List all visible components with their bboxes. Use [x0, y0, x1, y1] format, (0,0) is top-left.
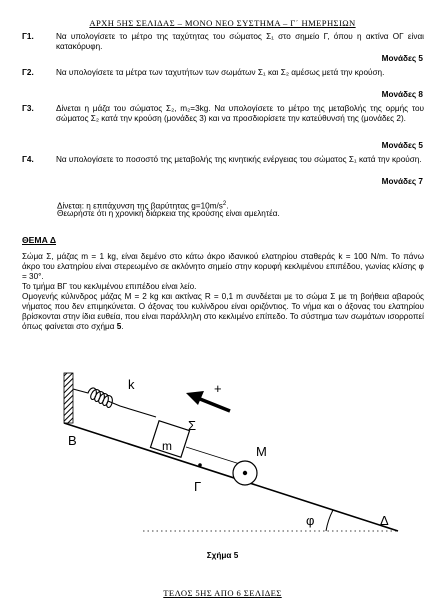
- fixed-support: [64, 373, 73, 423]
- question-marks: Μονάδες 5: [381, 141, 423, 150]
- question-marks: Μονάδες 7: [381, 177, 423, 186]
- question-text: Να υπολογίσετε το ποσοστό της μεταβολής της κινητικής ενέργειας του σώματος Σ₁ κατά την κρούση.: [56, 155, 422, 164]
- question-g3: [22, 104, 424, 124]
- page-header-text: ΑΡΧΗ 5ΗΣ ΣΕΛΙΔΑΣ – ΜΟΝΟ ΝΕΟ ΣΥΣΤΗΜΑ – Γ΄ ΗΜΕΡΗΣΙΩΝ: [89, 18, 356, 28]
- page-footer-text: ΤΕΛΟΣ 5ΗΣ ΑΠΟ 6 ΣΕΛΙΔΕΣ: [163, 588, 282, 598]
- paragraph-1: Σώμα Σ, μάζας m = 1 kg, είναι δεμένο στο κάτω άκρο ιδανικού ελατηρίου σταθεράς k = 100 N/m. Το πάνω άκρο του ελατηρίου είναι στερεωμένο σε ακλόνητο σημείο στην κορυφή κεκλιμένου επιπέδου, γωνίας κλίσης φ = 30°.: [22, 252, 424, 281]
- question-g2: [22, 68, 424, 78]
- question-text: Να υπολογίσετε το μέτρο της ταχύτητας του σώματος Σ₁ στο σημείο Γ, όπου η ακτίνα ΟΓ είναι κατακόρυφη.: [56, 32, 424, 51]
- paragraph-2: Το τμήμα ΒΓ του κεκλιμένου επιπέδου είναι λείο.: [22, 282, 197, 291]
- label-sigma: Σ: [188, 418, 197, 433]
- incline-line: [64, 423, 398, 531]
- label-b: Β: [68, 433, 77, 448]
- question-marks: Μονάδες 8: [381, 90, 423, 99]
- question-text: Δίνεται η μάζα του σώματος Σ₂, m₂=3kg. Να υπολογίσετε το μέτρο της μεταβολής της ορμής του σώματος Σ₂ κατά την κρούση (μονάδες 3) και να προσδιορίσετε την κατεύθυνσή της (μονάδες 2).: [56, 104, 424, 123]
- page-header: [0, 18, 445, 28]
- question-g4: [22, 155, 424, 165]
- question-g1: [22, 32, 424, 52]
- question-text: Να υπολογίσετε τα μέτρα των ταχυτήτων των σωμάτων Σ₁ και Σ₂ αμέσως μετά την κρούση.: [56, 68, 385, 77]
- positive-direction-arrow: [186, 391, 230, 411]
- question-marks: Μονάδες 5: [381, 54, 423, 63]
- section-title: ΘΕΜΑ Δ: [22, 235, 57, 245]
- label-phi: φ: [306, 513, 315, 528]
- paragraph-3: Ομογενής κύλινδρος μάζας Μ = 2 kg και ακτίνας R = 0,1 m συνδέεται με το σώμα Σ με τη βοήθεια αβαρούς νήματος που δεν επιμηκύνεται. Ο άξονας του κυλίνδρου είναι οριζόντιος. Το νήμα και ο άξονας του ελατηρίου βρίσκονται στην ίδια ευθεία, που είναι παράλληλη στο κεκλιμένο επίπεδο. Το σύστημα των σωμάτων ισορροπεί όπως φαίνεται στο σχήμα 5.: [22, 292, 424, 331]
- spring: [73, 388, 156, 417]
- question-number: Γ1.: [22, 32, 34, 41]
- label-m: m: [162, 439, 172, 453]
- label-k: k: [128, 377, 135, 392]
- given-line-1: Δίνεται: η επιτάχυνση της βαρύτητας $g=10m/s^2$.: [57, 201, 229, 211]
- label-m-cylinder: Μ: [256, 444, 267, 459]
- cylinder: [233, 461, 257, 485]
- figure-inclined-plane: [58, 353, 403, 548]
- angle-arc: [326, 510, 333, 531]
- question-number: Γ2.: [22, 68, 34, 77]
- label-g: Γ: [194, 479, 202, 494]
- page-footer: [0, 588, 445, 598]
- label-delta: Δ: [380, 513, 389, 528]
- figure-caption: Σχήμα 5: [206, 551, 239, 560]
- question-number: Γ4.: [22, 155, 34, 164]
- label-plus: +: [214, 381, 222, 396]
- point-g-marker: [198, 463, 202, 467]
- string: [186, 447, 243, 465]
- given-line-2: Θεωρήστε ότι η χρονική διάρκεια της κρούσης είναι αμελητέα.: [57, 209, 280, 218]
- question-number: Γ3.: [22, 104, 34, 113]
